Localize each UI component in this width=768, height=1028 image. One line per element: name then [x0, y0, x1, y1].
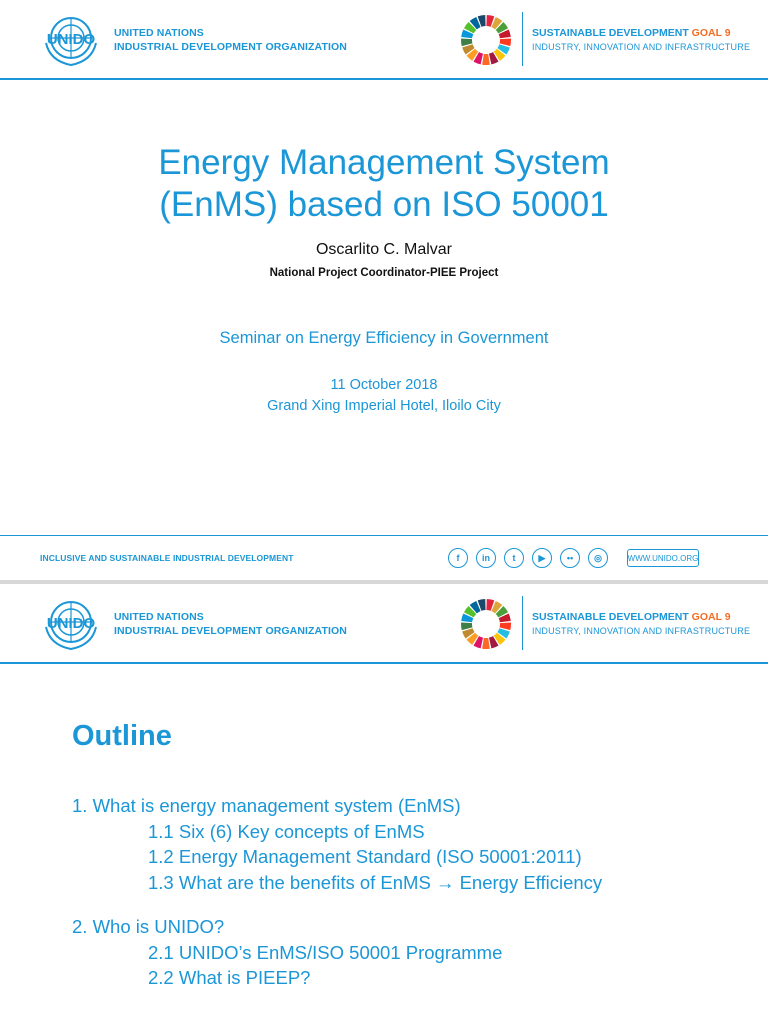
instagram-icon[interactable]: ◎ — [588, 548, 608, 568]
outline-list — [72, 793, 602, 991]
sdg-label — [532, 610, 750, 638]
title-line-1: Energy Management System — [158, 143, 610, 182]
footer-tagline: INCLUSIVE AND SUSTAINABLE INDUSTRIAL DEVELOPMENT — [40, 553, 294, 563]
twitter-icon[interactable]: t — [504, 548, 524, 568]
author-name: Oscarlito C. Malvar — [315, 241, 453, 258]
title-line-2: (EnMS) based on ISO 50001 — [159, 185, 609, 224]
outline-subitem: 1.3 What are the benefits of EnMS → Energy Efficiency — [148, 871, 603, 893]
event-date: 11 October 2018 — [330, 377, 438, 393]
svg-text:UNIDO: UNIDO — [46, 31, 96, 48]
slide-header — [0, 0, 768, 80]
youtube-icon[interactable]: ▶ — [532, 548, 552, 568]
outline-title: Outline — [72, 720, 172, 752]
sdg-wheel-icon — [460, 14, 512, 66]
linkedin-icon[interactable]: in — [476, 548, 496, 568]
outline-gap — [72, 895, 602, 914]
sdg-wheel-icon — [460, 598, 512, 650]
unido-logo-icon — [40, 13, 102, 67]
event-details — [0, 375, 768, 417]
outline-subitem: 1.1 Six (6) Key concepts of EnMS — [148, 820, 425, 842]
sdg-label — [532, 26, 750, 54]
sdg-subtitle: INDUSTRY, INNOVATION AND INFRASTRUCTURE — [532, 626, 751, 636]
header-rule — [0, 78, 768, 80]
header-divider — [522, 12, 523, 66]
author-role: National Project Coordinator-PIEE Project — [269, 267, 499, 279]
header-rule — [0, 662, 768, 664]
sdg-prefix: SUSTAINABLE DEVELOPMENT — [532, 611, 692, 623]
org-name — [114, 610, 347, 638]
social-links — [448, 548, 608, 568]
org-name-line2: INDUSTRIAL DEVELOPMENT ORGANIZATION — [114, 41, 347, 53]
flickr-icon[interactable]: •• — [560, 548, 580, 568]
outline-subitem: 1.2 Energy Management Standard (ISO 50001:2011) — [148, 846, 582, 867]
org-name — [114, 26, 347, 54]
outline-item: 1. What is energy management system (EnMS) — [72, 795, 461, 816]
outline-subitem: 2.2 What is PIEEP? — [148, 967, 311, 988]
slide-header-2 — [0, 584, 768, 664]
footer-rule — [0, 535, 768, 536]
org-name-line1: UNITED NATIONS — [114, 611, 204, 623]
outline-item: 2. Who is UNIDO? — [72, 916, 225, 937]
sdg-goal: GOAL 9 — [691, 611, 731, 623]
svg-text:UNIDO: UNIDO — [46, 615, 96, 632]
sdg-wheel-segment — [482, 54, 490, 65]
sdg-subtitle: INDUSTRY, INNOVATION AND INFRASTRUCTURE — [532, 42, 751, 52]
org-name-line2: INDUSTRIAL DEVELOPMENT ORGANIZATION — [114, 625, 347, 637]
website-link[interactable]: WWW.UNIDO.ORG — [627, 549, 699, 567]
header-divider — [522, 596, 523, 650]
outline-subitem: 2.1 UNIDO’s EnMS/ISO 50001 Programme — [148, 941, 503, 963]
org-name-line1: UNITED NATIONS — [114, 27, 204, 39]
sdg-goal: GOAL 9 — [691, 27, 731, 39]
sdg-prefix: SUSTAINABLE DEVELOPMENT — [532, 27, 692, 39]
slide-title — [0, 142, 768, 226]
unido-logo-icon — [40, 597, 102, 651]
sdg-wheel-segment — [482, 638, 490, 649]
seminar-title: Seminar on Energy Efficiency in Government — [219, 329, 549, 347]
facebook-icon[interactable]: f — [448, 548, 468, 568]
event-venue: Grand Xing Imperial Hotel, Iloilo City — [267, 398, 501, 414]
